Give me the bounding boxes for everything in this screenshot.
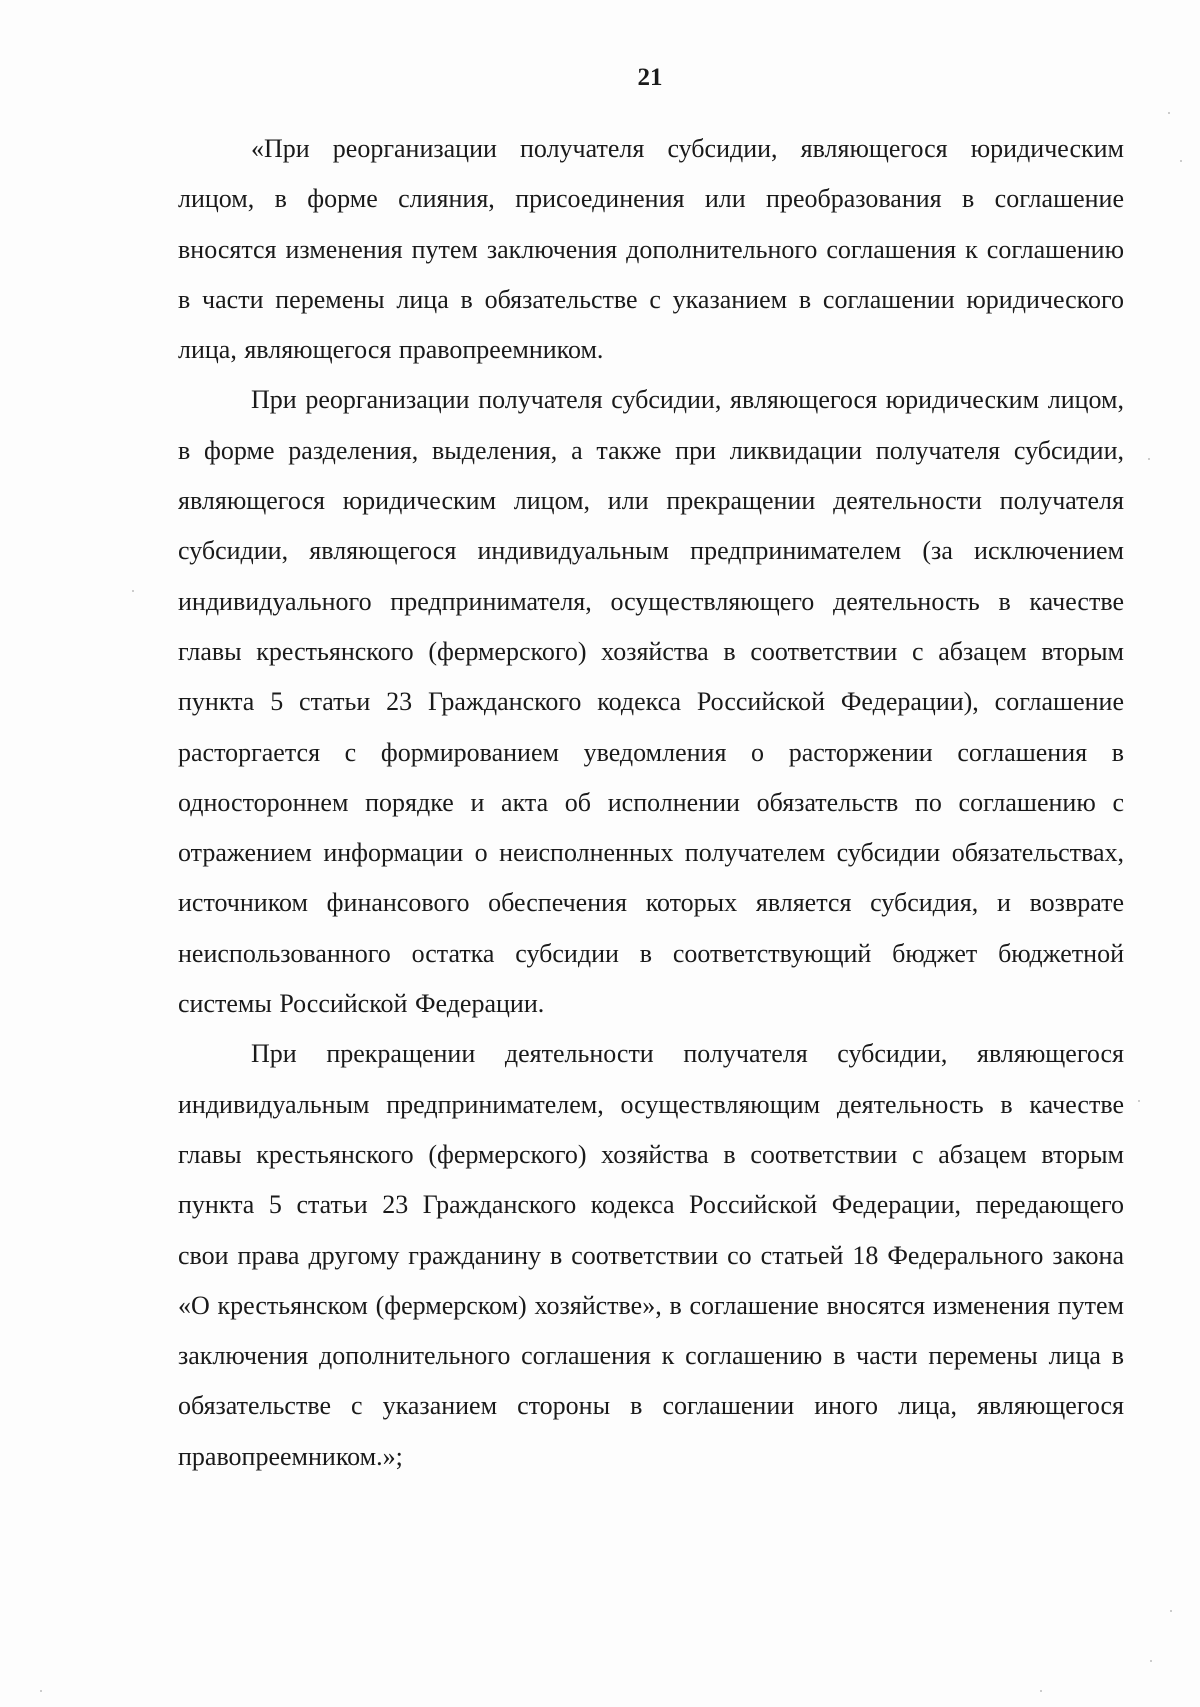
paragraph-reorganization-division: При реорганизации получателя субсидии, являющегося юридическим лицом, в форме разделения, выделения, а также при ликвидации получателя субсидии, являющегося юридическим лицом, или прекращении деятельности получателя субсидии, являющегося индивидуальным предпринимателем (за исключением индивидуального предпринимателя, осуществляющего деятельность в качестве главы крестьянского (фермерского) хозяйства в соответствии с абзацем вторым пункта 5 статьи 23 Гражданского кодекса Российской Федерации), соглашение расторгается с формированием уведомления о расторжении соглашения в одностороннем порядке и акта об исполнении обязательств по соглашению с отражением информации о неисполненных получателем субсидии обязательствах, источником финансового обеспечения которых является субсидия, и возврате неиспользованного остатка субсидии в соответствующий бюджет бюджетной системы Российской Федерации. [178, 385, 1124, 1019]
page-number: 21 [637, 64, 663, 91]
scan-speck [1168, 112, 1170, 114]
scan-speck [1148, 458, 1150, 460]
paragraph-farm-termination: При прекращении деятельности получателя субсидии, являющегося индивидуальным предпринимателем, осуществляющим деятельность в качестве главы крестьянского (фермерского) хозяйства в соответствии с абзацем вторым пункта 5 статьи 23 Гражданского кодекса Российской Федерации, передающего свои права другому гражданину в соответствии со статьей 18 Федерального закона «О крестьянском (фермерском) хозяйстве», в соглашение вносятся изменения путем заключения дополнительного соглашения к соглашению в части перемены лица в обязательстве с указанием стороны в соглашении иного лица, являющегося правопреемником.»; [178, 1039, 1124, 1471]
scan-speck [40, 1690, 42, 1692]
document-body [178, 124, 1124, 1482]
scan-speck [1180, 160, 1182, 162]
scan-speck [1138, 1100, 1140, 1102]
scan-speck [1040, 1690, 1042, 1692]
scan-speck [1170, 1610, 1172, 1612]
scan-speck [1150, 1660, 1152, 1662]
paragraph-reorganization-merger: «При реорганизации получателя субсидии, являющегося юридическим лицом, в форме слияния, присоединения или преобразования в соглашение вносятся изменения путем заключения дополнительного соглашения к соглашению в части перемены лица в обязательстве с указанием в соглашении юридического лица, являющегося правопреемником. [178, 134, 1124, 365]
scan-speck [132, 590, 134, 592]
